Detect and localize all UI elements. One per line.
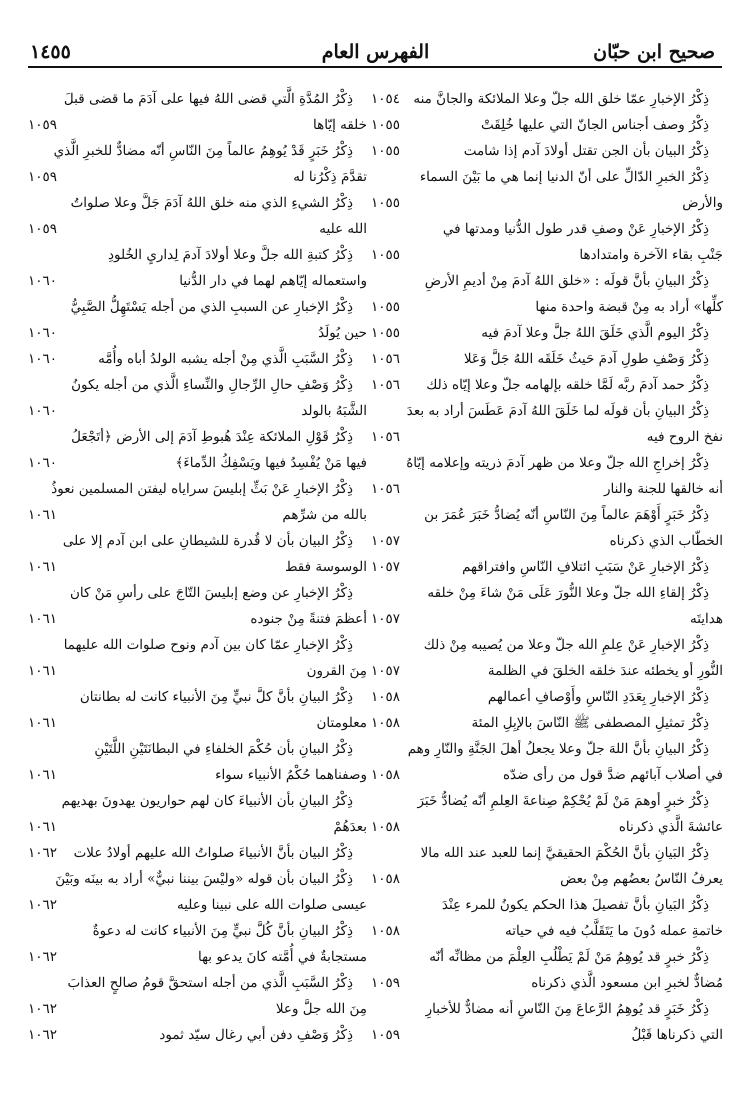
entry-text: واستعماله إيّاهم لهما في دار الدُّنيا	[179, 273, 367, 289]
entry-page-number: ١٠٥٩	[371, 975, 401, 991]
entry-page-number: ١٠٥٥	[371, 117, 401, 133]
entry-text: ذِكْرُ إلقاءِ الله جلّ وعلا النُّورَ عَلَى مَنْ شاءَ مِنْ خلقه	[427, 585, 709, 601]
entry-line	[371, 944, 723, 970]
entry-text: مِنَ القرون	[306, 663, 367, 679]
entry-page-number: ١٠٥٦	[371, 377, 401, 393]
entry-page-number: ١٠٥٧	[371, 559, 401, 575]
index-entry	[371, 554, 723, 580]
entry-page-number: ١٠٥٨	[371, 923, 401, 939]
index-entry	[371, 138, 723, 164]
entry-text: ذِكْرُ وَصْفِ دفن أبي رغال سيّد ثمود	[159, 1027, 353, 1043]
entry-text: ذِكْرُ وَصْفِ طولِ آدمَ حَيثُ خَلَقَه اللهُ جَلَّ وَعَلا	[463, 351, 709, 367]
entry-text: ذِكْرُ الإخبارِ عمّا كان بين آدم ونوح صلوات الله عليهما	[63, 637, 353, 653]
index-entry	[371, 112, 723, 138]
entry-text: تقدَّمَ ذِكْرُنا له	[293, 169, 367, 185]
entry-line	[371, 554, 723, 580]
entry-text: هدايتَه	[689, 611, 723, 627]
entry-text: النُّورِ أو يخطئه عندَ خلقه الخلقَ في الظلمة	[487, 663, 723, 679]
entry-text: الشَّبَهُ بالولد	[301, 403, 367, 419]
page-number: ١٤٥٥	[30, 41, 71, 63]
entry-page-number: ١٠٦١	[28, 715, 58, 731]
entry-text: ذِكْرُ البيانِ بأنَّ كُلَّ نبيٍّ مِنَ الأنبياء كانت له دعوةٌ	[92, 923, 353, 939]
entry-text: حين يُولَدُ	[318, 325, 367, 341]
entry-line	[371, 840, 723, 866]
entry-line	[28, 970, 367, 996]
index-entry	[371, 736, 723, 788]
index-entry	[371, 86, 723, 112]
entry-text: ذِكْرُ الإخبارِ عن السببِ الذي من أجله يَسْتَهِلُّ الصَّبِيُّ	[70, 299, 353, 315]
entry-text: مستجابةٌ في أُمَّته كانَ يدعو بها	[197, 949, 367, 965]
entry-text: ذِكْرُ الإخبارِ عَنْ سَبَبِ ائتلافِ النّاسِ وافتراقهم	[462, 559, 709, 575]
index-entry	[28, 1022, 367, 1048]
entry-line	[28, 164, 367, 190]
entry-page-number: ١٠٦١	[28, 507, 58, 523]
entry-page-number: ١٠٦٠	[28, 273, 58, 289]
entry-text: أنه خالقها للجنة والنار	[603, 481, 723, 497]
entry-line	[28, 86, 367, 112]
index-entry	[371, 710, 723, 736]
entry-text: ذِكْرُ البيانِ بأن حُكْمَ الخلفاءِ في البطانَتَيْنِ اللَّتَيْنِ	[94, 741, 353, 757]
index-entry	[371, 892, 723, 944]
index-entry	[371, 502, 723, 554]
entry-page-number: ١٠٦١	[28, 819, 58, 835]
entry-text: الوسوسة فقط	[284, 559, 367, 575]
entry-text: ذِكْرُ خَبَرٍ قَدْ يُوهِمُ عالماً مِنَ النّاسِ أنّه مضادٌّ للخبرِ الَّذي	[53, 143, 353, 159]
entry-text: خاتمةِ عمله دُونَ ما يَتَقَلَّبُ فيه في حياته	[504, 923, 723, 939]
entry-page-number: ١٠٥٩	[28, 169, 58, 185]
entry-line	[28, 684, 367, 710]
entry-line	[371, 580, 723, 606]
entry-page-number: ١٠٥٥	[371, 247, 401, 263]
entry-text: ذِكْرُ الخبرِ الدّالِّ على أنّ الدنيا إنما هي ما بَيْنَ السماء	[419, 169, 709, 185]
entry-text: ذِكْرُ خَبَرٍ قد يُوهِمُ الرَّعاعَ مِنَ النّاسِ أنه مضادٌّ للأخبارِ	[425, 1001, 709, 1017]
entry-line	[371, 398, 723, 424]
index-entry	[28, 86, 367, 138]
entry-line	[28, 736, 367, 762]
entry-text: ذِكْرُ البيانِ بأنَّ اللهَ جلّ وعلا يجعلُ أهلَ الجَنَّةِ والنّارِ وهم	[407, 741, 709, 757]
entry-text: ذِكْرُ البيان بأن لا قُدرة للشيطانِ على ابن آدم إلا على	[62, 533, 353, 549]
entry-text: ذِكْرُ إخراجِ الله جلّ وعلا من ظهر آدمَ ذريته وإعلامه إيّاهُ	[406, 455, 709, 471]
entry-page-number: ١٠٦٢	[28, 949, 58, 965]
index-column-left	[28, 86, 367, 1048]
entry-line	[28, 944, 367, 970]
entry-text: فيها مَنْ يُفْسِدُ فيها ويَسْفِكُ الدِّماءَ﴾	[175, 455, 367, 471]
entry-text: ذِكْرُ الإخبارِ عَنْ وصفِ قدر طول الدُّنيا ومدتها في	[442, 221, 709, 237]
entry-line	[371, 346, 723, 372]
entry-line	[28, 320, 367, 346]
index-entry	[28, 736, 367, 788]
entry-line	[371, 372, 723, 398]
entry-page-number: ١٠٦٢	[28, 897, 58, 913]
entry-line	[28, 788, 367, 814]
entry-text: ذِكْرُ الإخبارِ عَنْ عِلمِ الله جلّ وعلا من يُصيبه مِنْ ذلك	[423, 637, 709, 653]
entry-page-number: ١٠٥٥	[371, 299, 401, 315]
entry-line	[371, 970, 723, 996]
entry-page-number: ١٠٥٧	[371, 663, 401, 679]
entry-text: ذِكْرُ الإخبارِ عمّا خلق الله جلّ وعلا الملائكة والجانَّ منه	[413, 91, 709, 107]
entry-page-number: ١٠٦٢	[28, 1001, 58, 1017]
entry-text: ذِكْرُ خبرٍ أوهمَ مَنْ لَمْ يُحْكِمْ صِناعةَ العِلمِ أنّه يُضادُّ خَبَرَ	[417, 793, 709, 809]
entry-line	[371, 1022, 723, 1048]
entry-text: معلومتان	[316, 715, 367, 731]
entry-page-number: ١٠٥٥	[371, 325, 401, 341]
entry-page-number: ١٠٥٩	[28, 221, 58, 237]
entry-line	[371, 684, 723, 710]
entry-page-number: ١٠٦١	[28, 767, 58, 783]
entry-line	[371, 450, 723, 476]
entry-text: ذِكْرُ البيان بأن قوله «وليْسَ بيننا نبيٌّ» أراد به بينَه وبَيْنَ	[55, 871, 353, 887]
entry-line	[28, 398, 367, 424]
entry-text: نفخ الروح فيه	[646, 429, 723, 445]
entry-text: ذِكْرُ البيانِ بأن قولَه لما خَلَقَ اللهُ آدمَ عَطَسَ أراد به بعدَ	[406, 403, 709, 419]
entry-line	[371, 762, 723, 788]
entry-line	[371, 996, 723, 1022]
index-entry	[28, 372, 367, 424]
entry-text: الخطّاب الذي ذكرناه	[609, 533, 723, 549]
index-entry	[371, 320, 723, 346]
entry-line	[28, 216, 367, 242]
entry-line	[371, 736, 723, 762]
entry-text: والأرض	[682, 195, 723, 211]
entry-page-number: ١٠٥٦	[371, 351, 401, 367]
entry-page-number: ١٠٦٢	[28, 1027, 58, 1043]
entry-text: كلِّها» أراد به مِنْ قبضة واحدة منها	[535, 299, 723, 315]
entry-line	[28, 814, 367, 840]
entry-line	[371, 632, 723, 658]
index-entry	[371, 372, 723, 398]
entry-text: ذِكْرُ البَيانِ بأنَّ الحُكْمَ الحقيقيَّ إنما للعبد عند الله مالا	[420, 845, 709, 861]
entry-text: ذِكْرُ السَّبَبِ الَّذي من أجله استحقَّ قومُ صالحٍ العذابَ	[67, 975, 353, 991]
entry-page-number: ١٠٥٨	[371, 689, 401, 705]
entry-line	[28, 528, 367, 554]
entry-text: يعرفُ النّاسُ بعضُهم مِنْ بعض	[560, 871, 723, 887]
entry-line	[28, 476, 367, 502]
entry-page-number: ١٠٦٠	[28, 455, 58, 471]
entry-text: ذِكْرُ الشيءِ الذي منه خلق اللهُ آدَمَ جَلَّ وعلا صلواتُ	[70, 195, 353, 211]
entry-text: ذِكْرُ البيانِ بأنَّ كلَّ نبيٍّ مِنَ الأنبياء كانت له بطانتان	[79, 689, 353, 705]
entry-page-number: ١٠٦٢	[28, 845, 58, 861]
entry-line	[371, 86, 723, 112]
entry-text: بعدَهُمْ	[333, 819, 367, 835]
index-entry	[371, 840, 723, 892]
entry-line	[28, 190, 367, 216]
entry-text: ذِكْرُ البَيانِ بأنَّ تفصيلَ هذا الحكم يكونُ للمرء عِنْدَ	[441, 897, 709, 913]
index-entry	[28, 580, 367, 632]
entry-text: التي ذكرناها قَبْلُ	[631, 1027, 723, 1043]
entry-line	[371, 164, 723, 190]
entry-line	[28, 710, 367, 736]
index-entry	[28, 242, 367, 294]
entry-line	[371, 476, 723, 502]
entry-text: ذِكْرُ حمد آدمَ ربَّه لَمَّا خلقه بإلهامه جلّ وعلا إيّاه ذلك	[426, 377, 709, 393]
index-entry	[371, 164, 723, 216]
entry-line	[371, 138, 723, 164]
entry-text: في أصلاب آبائهم ضدَّ قول من رأى ضدّه	[502, 767, 723, 783]
entry-line	[28, 242, 367, 268]
entry-line	[371, 294, 723, 320]
entry-page-number: ١٠٥٨	[371, 715, 401, 731]
index-entry	[28, 970, 367, 1022]
entry-text: ذِكْرُ الإخبارِ عن وضع إبليسَ التّاجَ على رأسِ مَنْ كان	[69, 585, 353, 601]
entry-text: ذِكْرُ خبرٍ قد يُوهِمُ مَنْ لَمْ يَطْلُبِ العِلْمَ من مظانِّه أنّه	[429, 949, 709, 965]
entry-text: خلقه إيّاها	[312, 117, 367, 133]
index-entry	[371, 632, 723, 684]
entry-line	[371, 424, 723, 450]
index-entry	[28, 528, 367, 580]
index-entry	[28, 840, 367, 866]
entry-text: جَنْبِ بقاء الآخرة وامتدادها	[579, 247, 723, 263]
entry-line	[371, 788, 723, 814]
entry-page-number: ١٠٥٨	[371, 767, 401, 783]
entry-page-number: ١٠٥٦	[371, 429, 401, 445]
entry-text: ذِكْرُ تمثيلِ المصطفى ﷺ النّاسَ بالإبِلِ المئة	[471, 715, 709, 731]
entry-line	[371, 814, 723, 840]
entry-text: ذِكْرُ المُدَّةِ الَّتي قضى اللهُ فيها على آدَمَ ما قضى قبلَ	[63, 91, 353, 107]
entry-line	[371, 866, 723, 892]
index-entry	[28, 866, 367, 918]
index-entry	[28, 632, 367, 684]
entry-line	[28, 138, 367, 164]
entry-page-number: ١٠٥٥	[371, 195, 401, 211]
entry-page-number: ١٠٥٨	[371, 819, 401, 835]
entry-line	[28, 840, 367, 866]
entry-line	[371, 658, 723, 684]
entry-page-number: ١٠٥٥	[371, 143, 401, 159]
entry-text: أعظمَ فتنةً مِنْ جنوده	[250, 611, 367, 627]
entry-line	[28, 1022, 367, 1048]
entry-text: مِنَ الله جلَّ وعلا	[275, 1001, 367, 1017]
entry-text: ذِكْرُ البيان بأنَّ الأنبياءَ صلواتُ الله عليهم أولادُ علات	[73, 845, 353, 861]
index-entry	[28, 918, 367, 970]
index-entry	[28, 138, 367, 190]
index-entry	[371, 450, 723, 502]
entry-page-number: ١٠٥٦	[371, 481, 401, 497]
index-entry	[28, 294, 367, 346]
entry-text: ذِكْرُ الإخبارِ عَنْ بَثِّ إبليسَ سراياه ليفتن المسلمين نعوذُ	[51, 481, 353, 497]
entry-page-number: ١٠٥٧	[371, 611, 401, 627]
index-entry	[28, 476, 367, 528]
entry-page-number: ١٠٦١	[28, 559, 58, 575]
entry-line	[371, 918, 723, 944]
index-entry	[28, 424, 367, 476]
entry-line	[371, 190, 723, 216]
entry-text: ذِكْرُ البيانِ بأن الأنبياءَ كان لهم حواريون يهدونَ بهديهم	[61, 793, 353, 809]
entry-text: وصفناهما حُكْمُ الأنبياء سواء	[215, 767, 367, 783]
entry-line	[28, 892, 367, 918]
entry-page-number: ١٠٥٩	[28, 117, 58, 133]
entry-text: بالله من شرِّهم	[282, 507, 367, 523]
entry-line	[28, 632, 367, 658]
entry-page-number: ١٠٥٨	[371, 871, 401, 887]
entry-text: ذِكْرُ وصف أجناس الجانّ التي عليها خُلِقَتْ	[481, 117, 709, 133]
entry-line	[371, 320, 723, 346]
section-title: الفهرس العام	[321, 41, 430, 63]
entry-text: ذِكْرُ خَبَرٍ أَوْهَمَ عالماً مِنَ النّاسِ أنّه يُضادُّ خَبَرَ عُمَرَ بن	[424, 507, 709, 523]
entry-text: عائشةَ الَّذي ذكرناه	[618, 819, 723, 835]
index-entry	[371, 346, 723, 372]
entry-line	[28, 424, 367, 450]
index-entry	[28, 346, 367, 372]
index-entry	[371, 788, 723, 840]
entry-page-number: ١٠٦٠	[28, 351, 58, 367]
entry-text: ذِكْرُ اليوم الَّذي خَلَقَ اللهُ جلَّ وعلا آدمَ فيه	[481, 325, 709, 341]
entry-text: ذِكْرُ السَّبَبِ الَّذي مِنْ أجله يشبه الولدُ أباه وأُمَّه	[98, 351, 353, 367]
entry-line	[28, 658, 367, 684]
entry-text: ذِكْرُ الإخبارِ بِعَدَدِ النّاسِ وأَوْصافِ أعمالهم	[487, 689, 709, 705]
index-entry	[371, 684, 723, 710]
entry-line	[28, 580, 367, 606]
entry-line	[371, 242, 723, 268]
entry-line	[28, 866, 367, 892]
entry-text: ذِكْرُ كتبةِ الله جلَّ وعلا أولادَ آدمَ لِداريِ الخُلودِ	[108, 247, 353, 263]
entry-line	[28, 294, 367, 320]
entry-line	[371, 268, 723, 294]
entry-line	[28, 450, 367, 476]
index-entry	[28, 684, 367, 736]
entry-page-number: ١٠٦٠	[28, 325, 58, 341]
entry-page-number: ١٠٦٠	[28, 403, 58, 419]
entry-text: الله عليه	[319, 221, 367, 237]
index-entry	[371, 268, 723, 320]
entry-text: ذِكْرُ البيان بأن الجن تقتل أولادَ آدم إذا شامت	[463, 143, 709, 159]
entry-text: ذِكْرُ البيانِ بأنَّ قولَه : «خلق اللهُ آدمَ مِنْ أديمِ الأرضِ	[424, 273, 709, 289]
entry-line	[28, 554, 367, 580]
entry-page-number: ١٠٦١	[28, 611, 58, 627]
entry-line	[371, 502, 723, 528]
index-column-right	[371, 86, 723, 1048]
entry-line	[28, 918, 367, 944]
entry-text: عيسى صلوات الله على نبينا وعليه	[176, 897, 367, 913]
index-entry	[371, 398, 723, 450]
entry-line	[371, 606, 723, 632]
entry-line	[28, 112, 367, 138]
entry-page-number: ١٠٥٧	[371, 533, 401, 549]
entry-text: ذِكْرُ قَوْلِ الملائكة عِنْدَ هُبوطِ آدَمَ إلى الأرض ﴿أتَجْعَلُ	[71, 429, 353, 445]
index-entry	[28, 788, 367, 840]
entry-text: مُضادٌّ لخبرِ ابن مسعود الَّذي ذكرناه	[531, 975, 723, 991]
entry-line	[28, 268, 367, 294]
entry-line	[371, 112, 723, 138]
index-entry	[371, 216, 723, 268]
entry-line	[28, 372, 367, 398]
index-entry	[28, 190, 367, 242]
entry-text: ذِكْرُ وَصْفِ حالِ الرِّجالِ والنِّساءِ الَّذي من أجله يكونُ	[71, 377, 353, 393]
entry-line	[371, 528, 723, 554]
entry-line	[28, 996, 367, 1022]
entry-page-number: ١٠٥٩	[371, 1027, 401, 1043]
entry-page-number: ١٠٥٤	[371, 91, 401, 107]
index-entry	[371, 996, 723, 1048]
book-title: صحيح ابن حبّان	[593, 41, 715, 63]
entry-line	[371, 710, 723, 736]
entry-page-number: ١٠٦١	[28, 663, 58, 679]
entry-line	[28, 346, 367, 372]
entry-line	[371, 216, 723, 242]
entry-line	[371, 892, 723, 918]
index-entry	[371, 580, 723, 632]
index-entry	[371, 944, 723, 996]
header-rule	[28, 66, 722, 68]
entry-line	[28, 606, 367, 632]
entry-line	[28, 762, 367, 788]
entry-line	[28, 502, 367, 528]
